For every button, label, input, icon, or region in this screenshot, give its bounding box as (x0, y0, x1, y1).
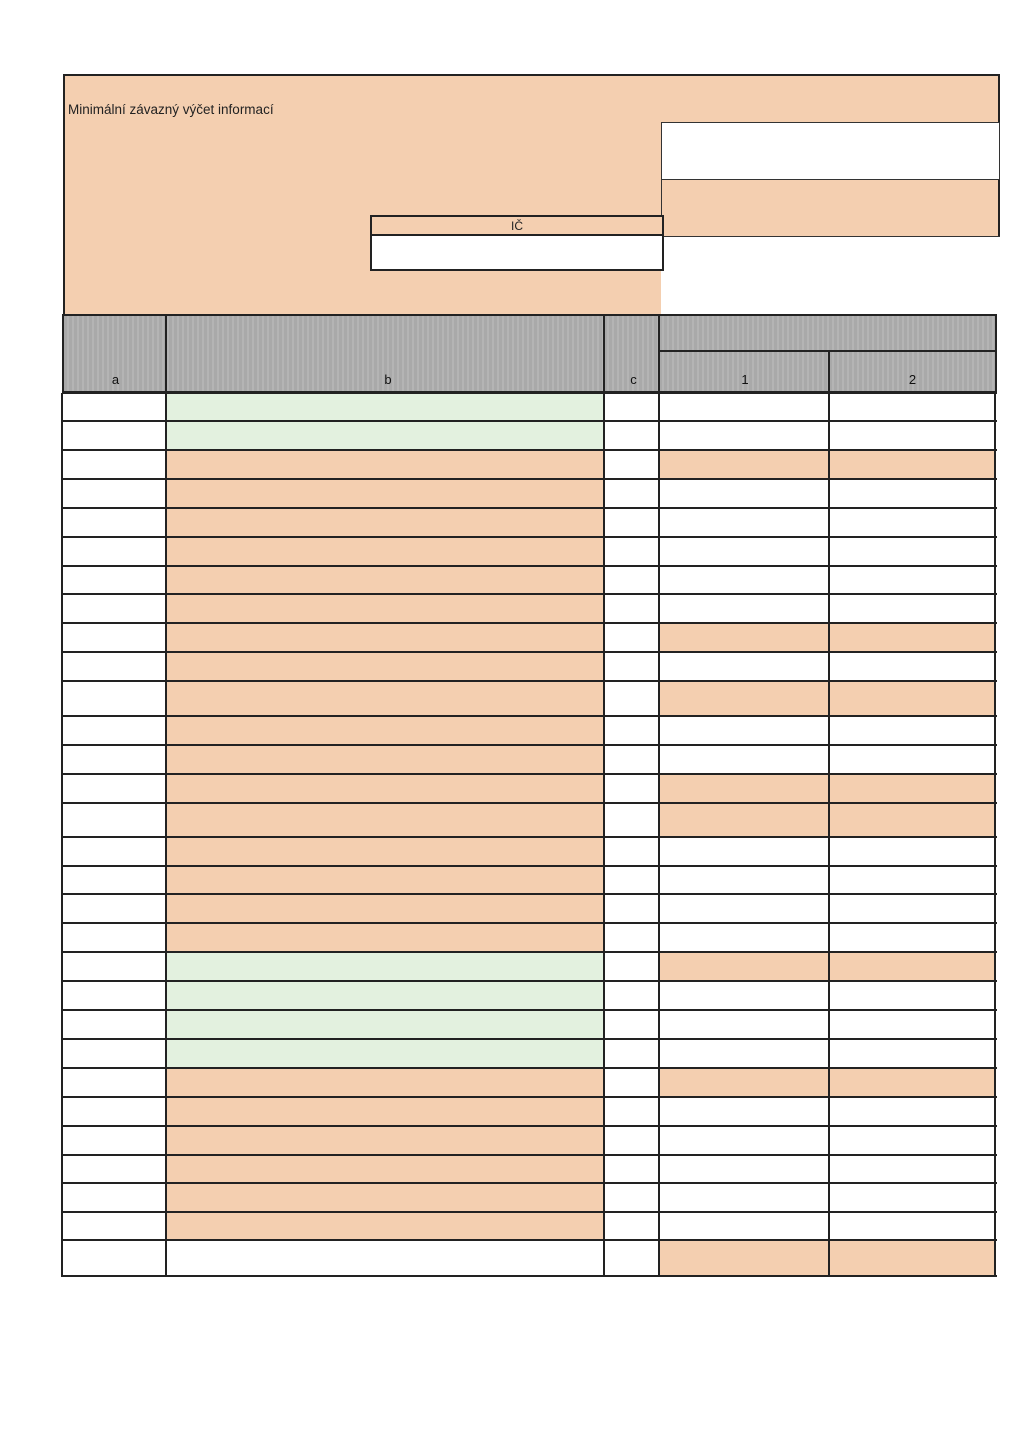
row-label-cell (166, 393, 604, 421)
column-divider (658, 393, 660, 1277)
row-number-cell[interactable] (62, 1068, 166, 1097)
row-number-cell[interactable] (62, 866, 166, 894)
ic-field[interactable] (370, 215, 664, 271)
row-label-cell (166, 981, 604, 1010)
row-divider (62, 1211, 997, 1213)
row-label-cell (166, 1039, 604, 1068)
value-cell-col2[interactable] (829, 652, 995, 681)
header-right-panel (661, 236, 1000, 318)
value-cell-col1[interactable] (659, 1010, 829, 1039)
row-code-cell[interactable] (604, 1240, 659, 1276)
row-divider (62, 922, 997, 924)
row-label-cell (166, 923, 604, 952)
row-label-cell (166, 623, 604, 652)
form-title: Minimální závazný výčet informací (68, 102, 274, 117)
row-divider (62, 744, 997, 746)
row-number-cell[interactable] (62, 594, 166, 623)
row-number-cell[interactable] (62, 479, 166, 508)
value-cell-col2[interactable] (829, 479, 995, 508)
value-cell-col1[interactable] (659, 716, 829, 745)
value-cell-col2 (829, 681, 995, 716)
row-number-cell[interactable] (62, 1039, 166, 1068)
column-2-label: 2 (908, 372, 917, 387)
row-code-cell[interactable] (604, 745, 659, 774)
column-divider (828, 393, 830, 1277)
value-cell-col2 (829, 1240, 995, 1276)
value-cell-col2[interactable] (829, 923, 995, 952)
value-cell-col2 (829, 803, 995, 837)
row-divider (62, 836, 997, 838)
row-divider (62, 1239, 997, 1241)
value-cell-col2[interactable] (829, 421, 995, 450)
row-label-cell (166, 716, 604, 745)
row-code-cell[interactable] (604, 1010, 659, 1039)
row-divider (62, 478, 997, 480)
value-cell-col1[interactable] (659, 479, 829, 508)
row-divider (62, 1154, 997, 1156)
value-cell-col2[interactable] (829, 716, 995, 745)
column-divider (165, 393, 167, 1277)
row-number-cell[interactable] (62, 1010, 166, 1039)
row-code-cell[interactable] (604, 1155, 659, 1183)
value-cell-col1[interactable] (659, 393, 829, 421)
row-code-cell[interactable] (604, 1183, 659, 1212)
row-label-cell (166, 1126, 604, 1155)
row-code-cell[interactable] (604, 923, 659, 952)
row-divider (62, 802, 997, 804)
row-code-cell[interactable] (604, 981, 659, 1010)
row-number-cell[interactable] (62, 393, 166, 421)
value-cell-col1 (659, 774, 829, 803)
value-cell-col1[interactable] (659, 594, 829, 623)
row-number-cell[interactable] (62, 652, 166, 681)
column-b-label: b (384, 372, 392, 387)
row-code-cell[interactable] (604, 508, 659, 537)
row-divider (62, 980, 997, 982)
row-label-cell (166, 803, 604, 837)
value-cell-col1 (659, 623, 829, 652)
row-code-cell[interactable] (604, 837, 659, 866)
header-right-input-box[interactable] (661, 122, 1000, 180)
row-number-cell[interactable] (62, 681, 166, 716)
row-number-cell[interactable] (62, 894, 166, 923)
column-a-label: a (111, 372, 120, 387)
form-header (63, 74, 1000, 316)
row-number-cell[interactable] (62, 952, 166, 981)
value-cell-col2 (829, 450, 995, 479)
row-label-cell (166, 508, 604, 537)
column-header-row (62, 314, 997, 393)
row-code-cell[interactable] (604, 421, 659, 450)
value-cell-col1[interactable] (659, 981, 829, 1010)
row-code-cell[interactable] (604, 774, 659, 803)
value-cell-col1 (659, 1240, 829, 1276)
value-cell-col2 (829, 952, 995, 981)
value-cell-col2 (829, 774, 995, 803)
value-cell-col2[interactable] (829, 1212, 995, 1240)
row-number-cell[interactable] (62, 623, 166, 652)
row-number-cell[interactable] (62, 508, 166, 537)
value-cell-col1[interactable] (659, 894, 829, 923)
row-divider (62, 536, 997, 538)
row-label-cell (166, 681, 604, 716)
row-divider (62, 893, 997, 895)
row-code-cell[interactable] (604, 623, 659, 652)
row-number-cell[interactable] (62, 1212, 166, 1240)
row-label-cell (166, 537, 604, 566)
value-cell-col1[interactable] (659, 837, 829, 866)
value-cell-col2[interactable] (829, 894, 995, 923)
ic-label: IČ (372, 217, 662, 236)
row-label-cell (166, 745, 604, 774)
value-cell-col1 (659, 681, 829, 716)
value-cell-col1[interactable] (659, 1039, 829, 1068)
column-c-label: c (630, 372, 637, 387)
row-code-cell[interactable] (604, 1097, 659, 1126)
row-number-cell[interactable] (62, 981, 166, 1010)
row-label-cell (166, 450, 604, 479)
value-cell-col2[interactable] (829, 594, 995, 623)
row-number-cell[interactable] (62, 923, 166, 952)
value-cell-col2 (829, 1068, 995, 1097)
row-divider (62, 1009, 997, 1011)
value-cell-col1[interactable] (659, 1183, 829, 1212)
column-1-label: 1 (741, 372, 749, 387)
row-label-cell (166, 1212, 604, 1240)
row-divider (62, 420, 997, 422)
row-label-cell (166, 837, 604, 866)
row-label-cell (166, 1240, 604, 1276)
row-code-cell[interactable] (604, 537, 659, 566)
value-cell-col1[interactable] (659, 923, 829, 952)
row-label-cell (166, 1097, 604, 1126)
row-divider (62, 1275, 997, 1277)
row-divider (62, 507, 997, 509)
value-cell-col1 (659, 803, 829, 837)
row-divider (62, 951, 997, 953)
row-code-cell[interactable] (604, 594, 659, 623)
row-number-cell[interactable] (62, 774, 166, 803)
value-cell-col2 (829, 623, 995, 652)
row-label-cell (166, 894, 604, 923)
row-code-cell[interactable] (604, 393, 659, 421)
row-divider (62, 865, 997, 867)
row-number-cell[interactable] (62, 1097, 166, 1126)
row-number-cell[interactable] (62, 421, 166, 450)
row-label-cell (166, 774, 604, 803)
row-code-cell[interactable] (604, 1126, 659, 1155)
row-number-cell[interactable] (62, 450, 166, 479)
row-divider (62, 1125, 997, 1127)
row-label-cell (166, 1183, 604, 1212)
value-cell-col2[interactable] (829, 981, 995, 1010)
row-code-cell[interactable] (604, 952, 659, 981)
row-code-cell[interactable] (604, 894, 659, 923)
row-label-cell (166, 1068, 604, 1097)
row-number-cell[interactable] (62, 803, 166, 837)
row-divider (62, 593, 997, 595)
row-code-cell[interactable] (604, 1068, 659, 1097)
row-number-cell[interactable] (62, 566, 166, 594)
row-code-cell[interactable] (604, 716, 659, 745)
row-divider (62, 1067, 997, 1069)
column-divider (61, 393, 63, 1277)
row-divider (62, 449, 997, 451)
row-divider (62, 715, 997, 717)
value-cell-col1[interactable] (659, 566, 829, 594)
value-cell-col2[interactable] (829, 566, 995, 594)
row-code-cell[interactable] (604, 450, 659, 479)
row-label-cell (166, 566, 604, 594)
value-cell-col2[interactable] (829, 537, 995, 566)
row-number-cell[interactable] (62, 745, 166, 774)
row-divider (62, 565, 997, 567)
row-divider (62, 1096, 997, 1098)
row-divider (62, 773, 997, 775)
row-label-cell (166, 1010, 604, 1039)
row-divider (62, 1182, 997, 1184)
row-code-cell[interactable] (604, 866, 659, 894)
value-cell-col2[interactable] (829, 393, 995, 421)
row-code-cell[interactable] (604, 652, 659, 681)
value-cell-col1[interactable] (659, 652, 829, 681)
row-number-cell[interactable] (62, 537, 166, 566)
row-number-cell[interactable] (62, 1183, 166, 1212)
column-divider (994, 393, 996, 1277)
value-cell-col2[interactable] (829, 866, 995, 894)
value-cell-col2[interactable] (829, 1010, 995, 1039)
row-label-cell (166, 479, 604, 508)
row-number-cell[interactable] (62, 716, 166, 745)
value-cell-col2[interactable] (829, 1039, 995, 1068)
value-cell-col2[interactable] (829, 745, 995, 774)
value-cell-col2[interactable] (829, 837, 995, 866)
value-cell-col1[interactable] (659, 866, 829, 894)
row-code-cell[interactable] (604, 1212, 659, 1240)
value-cell-col1[interactable] (659, 745, 829, 774)
row-label-cell (166, 594, 604, 623)
value-cell-col1[interactable] (659, 421, 829, 450)
value-cell-col2[interactable] (829, 508, 995, 537)
row-number-cell[interactable] (62, 1126, 166, 1155)
value-cell-col1[interactable] (659, 1212, 829, 1240)
column-divider (603, 393, 605, 1277)
value-cell-col2[interactable] (829, 1155, 995, 1183)
value-cell-col1[interactable] (659, 537, 829, 566)
row-code-cell[interactable] (604, 479, 659, 508)
row-label-cell (166, 952, 604, 981)
value-cell-col1 (659, 450, 829, 479)
value-cell-col1[interactable] (659, 508, 829, 537)
row-code-cell[interactable] (604, 803, 659, 837)
row-number-cell[interactable] (62, 837, 166, 866)
value-cell-col1 (659, 952, 829, 981)
value-cell-col1[interactable] (659, 1155, 829, 1183)
row-divider (62, 680, 997, 682)
row-label-cell (166, 866, 604, 894)
row-number-cell[interactable] (62, 1155, 166, 1183)
row-label-cell (166, 1155, 604, 1183)
value-cell-col1[interactable] (659, 1097, 829, 1126)
row-number-cell[interactable] (62, 1240, 166, 1276)
row-label-cell (166, 652, 604, 681)
row-label-cell (166, 421, 604, 450)
row-code-cell[interactable] (604, 681, 659, 716)
row-divider (62, 622, 997, 624)
row-divider (62, 651, 997, 653)
value-cell-col2[interactable] (829, 1097, 995, 1126)
value-cell-col1[interactable] (659, 1126, 829, 1155)
value-cell-col2[interactable] (829, 1126, 995, 1155)
value-cell-col1 (659, 1068, 829, 1097)
row-code-cell[interactable] (604, 566, 659, 594)
row-divider (62, 1038, 997, 1040)
value-cell-col2[interactable] (829, 1183, 995, 1212)
row-code-cell[interactable] (604, 1039, 659, 1068)
